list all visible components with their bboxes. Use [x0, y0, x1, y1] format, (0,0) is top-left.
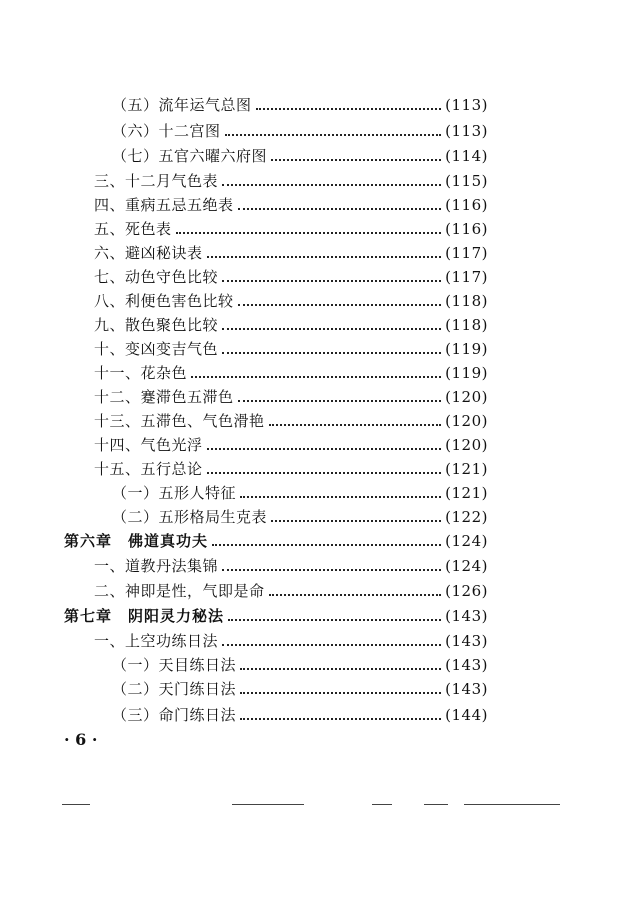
toc-entry-title: 十一、花杂色 [94, 364, 188, 382]
toc-entry [94, 362, 488, 384]
toc-entry-title: 五、死色表 [94, 220, 172, 238]
toc-chapter-title: 第六章 佛道真功夫 [64, 532, 209, 550]
toc-entry-page: (119) [445, 340, 488, 358]
toc-entry-title: （一）五形人特征 [112, 484, 237, 502]
dot-leader [271, 520, 441, 522]
toc-entry-title: 六、避凶秘诀表 [94, 244, 203, 262]
toc-entry [94, 170, 488, 192]
toc-entry-page: (143) [445, 680, 488, 698]
dot-leader [238, 208, 442, 210]
toc-entry [94, 458, 488, 480]
dot-leader [222, 569, 441, 571]
footer-rule [62, 804, 90, 805]
toc-entry [112, 120, 488, 142]
toc-entry-title: 八、利便色害色比较 [94, 292, 234, 310]
footer-rule [232, 804, 304, 805]
toc-entry-page: (117) [445, 268, 488, 286]
toc-entry-page: (118) [445, 316, 488, 334]
footer-rule [424, 804, 448, 805]
toc-entry [94, 266, 488, 288]
toc-entry-title: （七）五官六曜六府图 [112, 147, 268, 165]
toc-entry-page: (143) [445, 656, 488, 674]
toc-entry [94, 242, 488, 264]
toc-entry [112, 506, 488, 528]
toc-entry-page: (117) [445, 244, 488, 262]
toc-entry-title: （六）十二宫图 [112, 122, 221, 140]
toc-entry [94, 630, 488, 652]
toc-entry-page: (116) [445, 220, 488, 238]
toc-entry [94, 386, 488, 408]
dot-leader [238, 304, 442, 306]
toc-entry-title: （一）天目练日法 [112, 656, 237, 674]
dot-leader [212, 544, 441, 546]
toc-entry [94, 410, 488, 432]
dot-leader [225, 134, 442, 136]
dot-leader [222, 184, 441, 186]
toc-entry-page: (143) [445, 632, 488, 650]
toc-entry-page: (122) [445, 508, 488, 526]
dot-leader [176, 232, 442, 234]
toc-entry-page: (126) [445, 582, 488, 600]
toc-entry-title: （二）天门练日法 [112, 680, 237, 698]
toc-entry-title: 十三、五滞色、气色滑艳 [94, 412, 265, 430]
toc-entry [112, 654, 488, 676]
toc-entry-title: 十五、五行总论 [94, 460, 203, 478]
toc-entry-page: (121) [445, 484, 488, 502]
toc-entry [112, 678, 488, 700]
toc-entry-page: (124) [445, 557, 488, 575]
toc-entry [94, 218, 488, 240]
dot-leader [222, 280, 441, 282]
toc-entry-title: 七、动色守色比较 [94, 268, 219, 286]
toc-entry-page: (116) [445, 196, 488, 214]
dot-leader [240, 692, 441, 694]
toc-entry [94, 338, 488, 360]
toc-entry-title: 二、神即是性，气即是命 [94, 582, 265, 600]
toc-entry [94, 194, 488, 216]
toc-chapter-entry [64, 530, 488, 552]
toc-entry-title: 九、散色聚色比较 [94, 316, 219, 334]
toc-chapter-title: 第七章 阴阳灵力秘法 [64, 607, 225, 625]
toc-entry [112, 482, 488, 504]
dot-leader [222, 352, 441, 354]
toc-entry-page: (143) [445, 607, 488, 625]
toc-entry [94, 555, 488, 577]
dot-leader [240, 718, 441, 720]
dot-leader [256, 108, 442, 110]
toc-entry-title: 一、上空功练日法 [94, 632, 219, 650]
dot-leader [207, 256, 442, 258]
toc-entry [94, 314, 488, 336]
dot-leader [269, 424, 442, 426]
dot-leader [228, 619, 441, 621]
toc-entry-title: 十、变凶变吉气色 [94, 340, 219, 358]
toc-entry [112, 704, 488, 726]
page-number: · 6 · [64, 730, 98, 749]
toc-entry-page: (115) [445, 172, 488, 190]
toc-entry [94, 290, 488, 312]
toc-entry-page: (113) [445, 96, 488, 114]
toc-entry-title: 三、十二月气色表 [94, 172, 219, 190]
toc-entry [112, 145, 488, 167]
dot-leader [207, 448, 442, 450]
toc-entry [94, 434, 488, 456]
footer-rule [372, 804, 392, 805]
toc-entry-title: 四、重病五忌五绝表 [94, 196, 234, 214]
dot-leader [240, 668, 441, 670]
toc-chapter-entry [64, 605, 488, 627]
toc-entry-page: (120) [445, 436, 488, 454]
toc-entry [112, 94, 488, 116]
dot-leader [191, 376, 441, 378]
dot-leader [238, 400, 442, 402]
dot-leader [222, 644, 441, 646]
toc-entry-page: (144) [445, 706, 488, 724]
toc-entry-page: (124) [445, 532, 488, 550]
dot-leader [207, 472, 442, 474]
toc-entry-page: (113) [445, 122, 488, 140]
toc-entry-title: （三）命门练日法 [112, 706, 237, 724]
toc-entry-page: (119) [445, 364, 488, 382]
toc-entry-page: (121) [445, 460, 488, 478]
toc-entry-page: (118) [445, 292, 488, 310]
dot-leader [222, 328, 441, 330]
toc-entry-page: (120) [445, 388, 488, 406]
dot-leader [269, 594, 442, 596]
toc-entry-title: 十四、气色光浮 [94, 436, 203, 454]
toc-entry-page: (120) [445, 412, 488, 430]
toc-entry-title: （二）五形格局生克表 [112, 508, 268, 526]
dot-leader [240, 496, 441, 498]
toc-entry [94, 580, 488, 602]
footer-rule [464, 804, 560, 805]
dot-leader [271, 159, 441, 161]
toc-entry-title: 十二、蹇滞色五滞色 [94, 388, 234, 406]
toc-entry-title: 一、道教丹法集锦 [94, 557, 219, 575]
toc-entry-page: (114) [445, 147, 488, 165]
toc-entry-title: （五）流年运气总图 [112, 96, 252, 114]
